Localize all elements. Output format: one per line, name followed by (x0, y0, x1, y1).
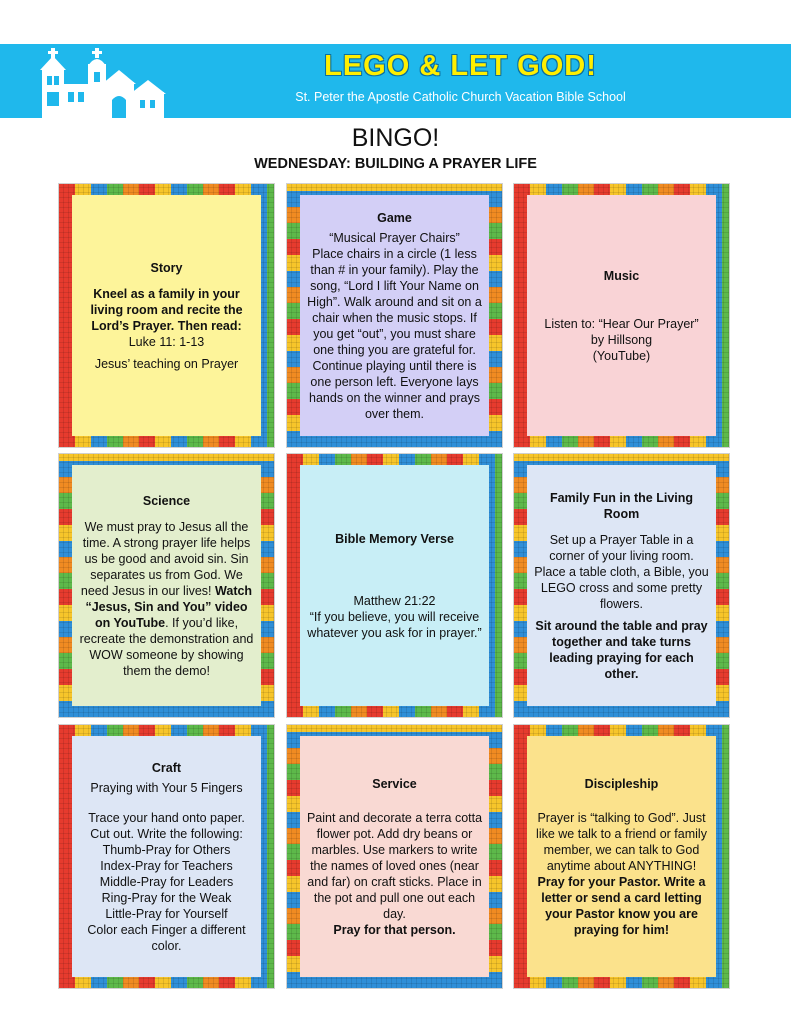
list-item: Thumb-Pray for Others (102, 842, 231, 857)
card-bold-text: Pray for your Pastor. Write a letter or send a card letting your Pastor know you are praying for him! (537, 874, 706, 937)
event-title: LEGO & LET GOD! (324, 50, 597, 82)
card-service (300, 736, 489, 977)
card-bold-text: Watch “Jesus, Sin and You” video on YouTube (85, 583, 253, 630)
card-text-part: We must pray to Jesus all the time. A strong prayer life helps us be good and avoid sin. Sin separates us from God. We need Jesus in our lives! (80, 519, 251, 598)
card-title: Science (142, 493, 191, 508)
card-title: Discipleship (584, 776, 659, 791)
card-text-part: . If you’d like, recreate the demonstration and WOW someone by showing them the demo! (79, 615, 254, 678)
card-title: Story (150, 260, 183, 275)
tile-discipleship (514, 725, 729, 988)
card-discipleship (527, 736, 716, 977)
card-text: Listen to: “Hear Our Prayer” (544, 316, 699, 331)
card-text: (YouTube) (592, 348, 651, 363)
card-title: Craft (151, 760, 182, 775)
list-item: Ring-Pray for the Weak (101, 890, 232, 905)
card-title: Service (372, 776, 417, 791)
tile-service (287, 725, 502, 988)
card-text: Luke 11: 1-13 (128, 334, 205, 349)
card-text: “If you believe, you will receive whatever you ask for in prayer.” (307, 609, 482, 640)
card-text: Prayer is “talking to God”. Just like we talk to a friend or family member, we can talk to God anytime about ANYTHING! (536, 810, 707, 873)
card-text: Matthew 21:22 (353, 593, 436, 608)
tile-story (59, 184, 274, 447)
card-text: Paint and decorate a terra cotta flower pot. Add dry beans or marbles. Use markers to write the names of loved ones (near and far) on craft sticks. Place in the pot and pull one out each day. (306, 810, 483, 921)
card-text: Color each Finger a different color. (87, 922, 246, 953)
event-subtitle: St. Peter the Apostle Catholic Church Vacation Bible School (295, 90, 626, 104)
tile-memory-verse (287, 454, 502, 717)
card-bold-text: Sit around the table and pray together and take turns leading praying for each other. (535, 618, 708, 681)
tile-family-fun (514, 454, 729, 717)
tile-game (287, 184, 502, 447)
card-bold-text: Pray for that person. (333, 922, 456, 937)
card-game (300, 195, 489, 436)
card-text: Set up a Prayer Table in a corner of your living room. Place a table cloth, a Bible, you LEGO cross and some pretty flowers. (534, 532, 709, 611)
card-memory-verse (300, 465, 489, 706)
page-title: BINGO! (351, 124, 440, 152)
tile-music (514, 184, 729, 447)
card-family-fun (527, 465, 716, 706)
card-subtitle: Praying with Your 5 Fingers (90, 780, 243, 795)
card-text: Trace your hand onto paper. Cut out. Write the following: (88, 810, 245, 841)
card-craft (72, 736, 261, 977)
list-item: Middle-Pray for Leaders (99, 874, 234, 889)
card-science (72, 465, 261, 706)
card-text: Place chairs in a circle (1 less than # in your family). Play the song, “Lord I lift Your Name on High”. Walk around and sit on a chair when the music stops. If you get “out”, you must share one thing you are grateful for. Continue playing until there is one person left. Everyone lays hands on the winner and prays over them. (307, 246, 482, 421)
card-title: Family Fun in the Living Room (549, 490, 694, 521)
card-text: by Hillsong (590, 332, 653, 347)
tile-science (59, 454, 274, 717)
card-text (78, 519, 255, 679)
card-story (72, 195, 261, 436)
card-subtitle: “Musical Prayer Chairs” (329, 230, 460, 245)
card-bold-text: Kneel as a family in your living room and recite the Lord’s Prayer. Then read: (90, 286, 243, 333)
page-subtitle: WEDNESDAY: BUILDING A PRAYER LIFE (254, 156, 537, 172)
card-music (527, 195, 716, 436)
card-title: Game (377, 210, 412, 225)
card-title: Bible Memory Verse (335, 531, 454, 546)
card-title: Music (603, 268, 640, 283)
card-text: Jesus’ teaching on Prayer (94, 356, 239, 371)
tile-craft (59, 725, 274, 988)
list-item: Index-Pray for Teachers (100, 858, 233, 873)
list-item: Little-Pray for Yourself (105, 906, 228, 921)
